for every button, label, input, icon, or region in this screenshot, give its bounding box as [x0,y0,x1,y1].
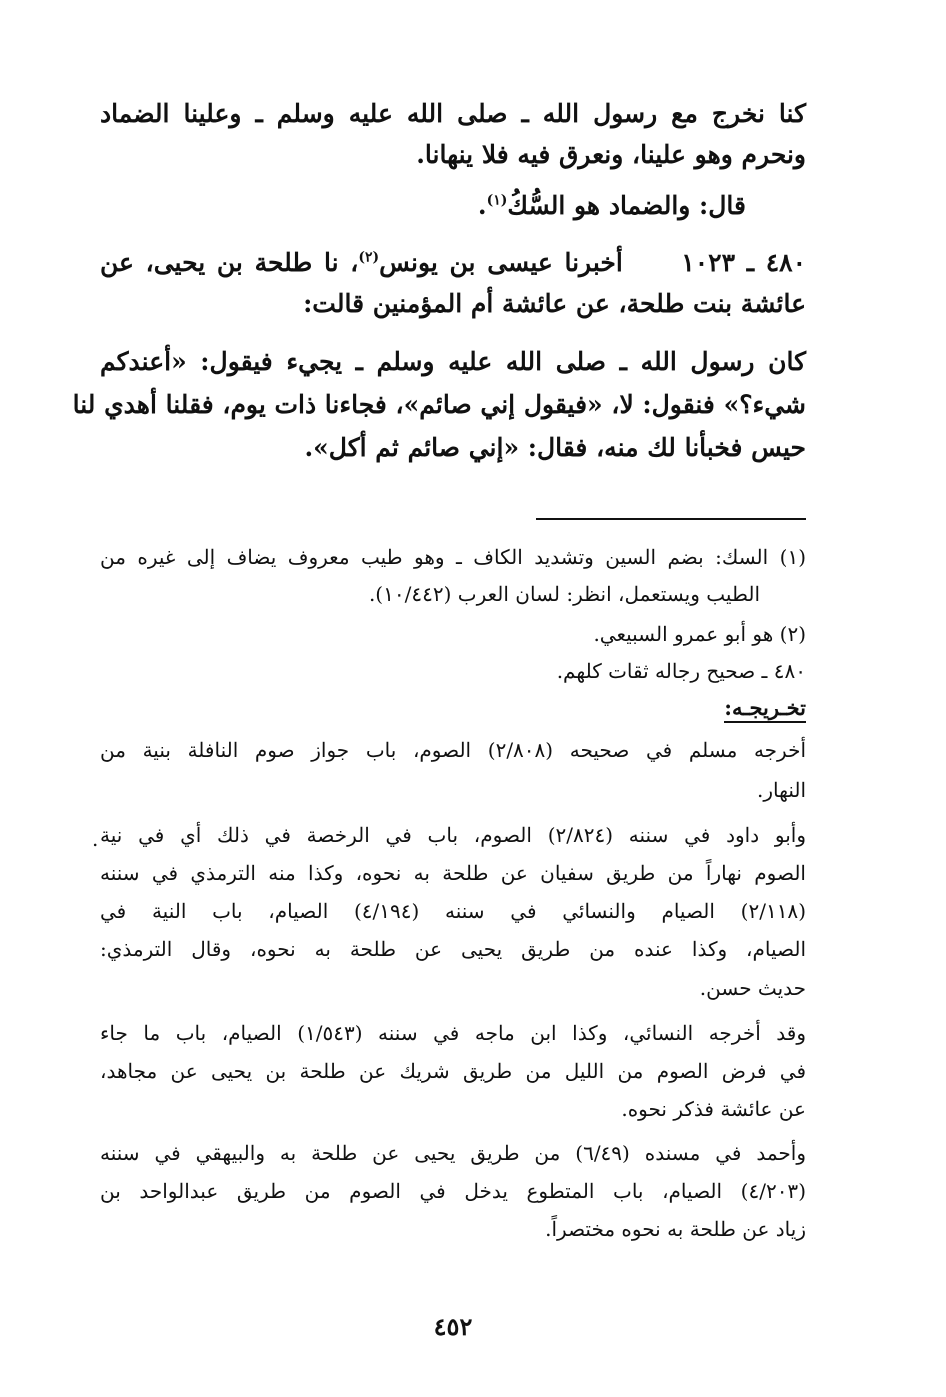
footnote-ref: (٢) [358,249,380,266]
takhrij-heading [724,695,806,723]
hadith-number: ٤٨٠ ـ ١٠٢٣ [681,248,807,277]
page-number: ٤٥٢ [433,1312,473,1341]
main-text-line: حيس فخبأنا لك منه، فقال: «إني صائم ثم أكل». [304,433,806,462]
takhrij-line: عن عائشة فذكر نحوه. [621,1097,806,1121]
takhrij-line: وأبو داود في سننه (٢/٨٢٤) الصوم، باب في الرخصة في ذلك أي في نية [100,823,807,847]
footnote-line: (١) السك: بضم السين وتشديد الكاف ـ وهو طيب معروف يضاف إلى غيره من [100,545,806,569]
takhrij-line: أخرجه مسلم في صحيحه (٢/٨٠٨) الصوم، باب جواز صوم النافلة بنية من [100,738,807,762]
footnote-line: ٤٨٠ ـ صحيح رجاله ثقات كلهم. [556,659,806,683]
book-page [72,90,807,1341]
heading-colon: : [724,695,733,720]
takhrij-line: (٢/١١٨) الصيام والنسائي في سننه (٤/١٩٤) الصيام، باب النية في [100,899,806,923]
main-text-fragment: قال: والضماد هو السُّكُ [507,191,746,220]
main-text-fragment: أخبرنا عيسى بن يونس [379,248,623,277]
footnote-separator [536,518,806,520]
takhrij-line: الصيام، وكذا عنده من طريق يحيى عن طلحة به نحوه، وقال الترمذي: [100,937,806,961]
main-text-line: عائشة بنت طلحة، عن عائشة أم المؤمنين قالت: [303,289,806,318]
main-text-line: كنا نخرج مع رسول الله ـ صلى الله عليه وسلم ـ وعلينا الضماد [100,99,806,128]
main-text-line: شيء؟» فنقول: لا، «فيقول إني صائم»، فجاءنا ذات يوم، فقلنا أهدي لنا [72,390,806,419]
main-text-fragment: . [477,191,487,220]
takhrij-line: (٤/٢٠٣) الصيام، باب المتطوع يدخل في الصوم من طريق عبدالواحد بن [100,1179,806,1203]
takhrij-line: في فرض الصوم من الليل من طريق شريك عن طلحة بن يحيى عن مجاهد، [100,1059,806,1083]
takhrij-line: النهار. [756,778,806,802]
takhrij-line: الصوم نهاراً من طريق سفيان عن طلحة به نحوه، وكذا منه الترمذي في سننه [100,861,806,885]
heading-text: تخـريجـه [732,695,806,720]
main-text-line: ونحرم وهو علينا، ونعرق فيه فلا ينهانا. [416,140,806,169]
main-text-line [478,186,746,226]
takhrij-line: وأحمد في مسنده (٦/٤٩) من طريق يحيى عن طلحة به والبيهقي في سننه [100,1141,807,1165]
main-text-line: كان رسول الله ـ صلى الله عليه وسلم ـ يجيء فيقول: «أعندكم [100,347,806,376]
hadith-header-line [100,243,806,283]
takhrij-line: زياد عن طلحة به نحوه مختصراً. [545,1217,806,1241]
main-text-fragment: ، نا طلحة بن يحيى، عن [100,248,359,277]
takhrij-line: وقد أخرجه النسائي، وكذا ابن ماجه في سننه (١/٥٤٣) الصيام، باب ما جاء [100,1021,806,1045]
takhrij-line: حديث حسن. [699,976,806,1000]
footnote-ref: (١) [486,192,508,209]
stray-mark: . [92,827,99,851]
footnote-line: (٢) هو أبو عمرو السبيعي. [593,622,806,646]
footnote-line: الطيب ويستعمل، انظر: لسان العرب (١٠/٤٤٢). [368,582,760,606]
